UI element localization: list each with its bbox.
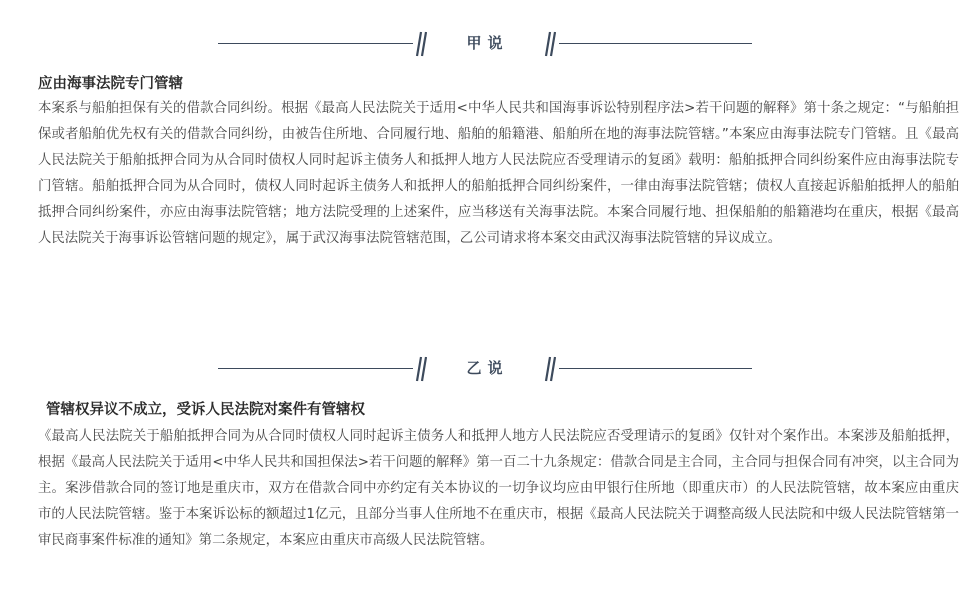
section-title: 乙说	[466, 359, 509, 377]
slash-icon	[415, 356, 427, 382]
section-title: 甲说	[466, 34, 509, 52]
divider-line-right	[559, 43, 752, 44]
slash-icon	[544, 356, 556, 382]
divider-line-left	[218, 368, 413, 369]
divider-line-right	[559, 368, 752, 369]
slash-icon	[415, 31, 427, 57]
section-heading: 应由海事法院专门管辖	[38, 76, 183, 92]
section-body: 本案系与船舶担保有关的借款合同纠纷。根据《最高人民法院关于适用<中华人民共和国海事诉讼特别程序法>若干问题的解释》第十条之规定：“与船舶担保或者船舶优先权有关的借款合同纠纷，由被告住所地、合同履行地、船舶的船籍港、船舶所在地的海事法院管辖。”本案应由海事法院专门管辖。且《最高人民法院关于船舶抵押合同为从合同时债权人同时起诉主债务人和抵押人地方人民法院应否受理请示的复函》载明：船舶抵押合同纠纷案件应由海事法院专门管辖。船舶抵押合同为从合同时，债权人同时起诉主债务人和抵押人的船舶抵押合同纠纷案件，一律由海事法院管辖；债权人直接起诉船舶抵押人的船舶抵押合同纠纷案件，亦应由海事法院管辖；地方法院受理的上述案件，应当移送有关海事法院。本案合同履行地、担保船舶的船籍港均在重庆，根据《最高人民法院关于海事诉讼管辖问题的规定》，属于武汉海事法院管辖范围，乙公司请求将本案交由武汉海事法院管辖的异议成立。	[38, 101, 959, 246]
section-body: 《最高人民法院关于船舶抵押合同为从合同时债权人同时起诉主债务人和抵押人地方人民法院应否受理请示的复函》仅针对个案作出。本案涉及船舶抵押，根据《最高人民法院关于适用<中华人民共和国担保法>若干问题的解释》第一百二十九条规定：借款合同是主合同，主合同与担保合同有冲突，以主合同为主。案涉借款合同的签订地是重庆市，双方在借款合同中亦约定有关本协议的一切争议均应由甲银行住所地（即重庆市）的人民法院管辖，故本案应由重庆市的人民法院管辖。鉴于本案诉讼标的额超过1亿元，且部分当事人住所地不在重庆市，根据《最高人民法院关于调整高级人民法院和中级人民法院管辖第一审民商事案件标准的通知》第二条规定，本案应由重庆市高级人民法院管辖。	[38, 429, 959, 548]
section-heading: 管辖权异议不成立，受诉人民法院对案件有管辖权	[46, 402, 365, 418]
divider-line-left	[218, 43, 413, 44]
section-divider-b	[0, 353, 975, 383]
slash-icon	[544, 31, 556, 57]
section-divider-a	[0, 28, 975, 58]
